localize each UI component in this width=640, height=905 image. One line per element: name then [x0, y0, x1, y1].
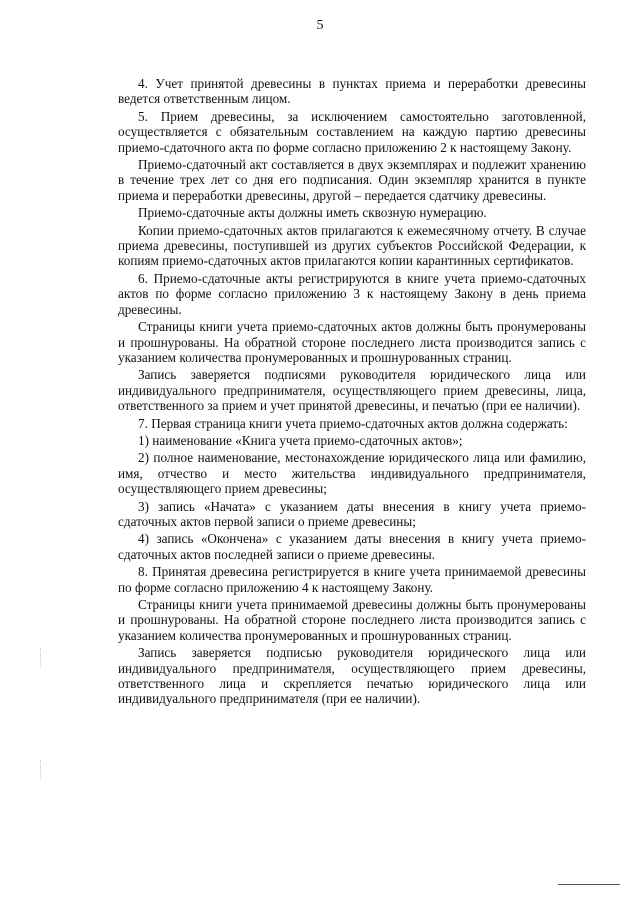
paragraph: Запись заверяется подписью руководителя юридического лица или индивидуального предпринимателя, осуществляющего прием древесины, ответственного лица и скрепляется печатью юридического лица или индивидуального предпринимателя (при ее наличии). — [118, 645, 586, 707]
paragraph: 6. Приемо-сдаточные акты регистрируются в книге учета приемо-сдаточных актов по форме согласно приложению 3 к настоящему Закону в день приема древесины. — [118, 270, 586, 317]
page-number: 5 — [316, 18, 324, 33]
paragraph: Приемо-сдаточный акт составляется в двух экземплярах и подлежит хранению в течение трех лет со дня его подписания. Один экземпляр хранится в пункте приема и переработки древесины, другой – передается сдатчику древесины. — [118, 157, 586, 203]
list-item: 2) полное наименование, местонахождение юридического лица или фамилию, имя, отчество и место жительства индивидуального предпринимателя, осуществляющего прием древесины; — [118, 450, 586, 497]
paragraph: Страницы книги учета приемо-сдаточных актов должны быть пронумерованы и прошнурованы. На обратной стороне последнего листа производится запись с указанием количества пронумерованных и прошнурованных страниц. — [118, 319, 586, 365]
document-body — [118, 76, 586, 709]
paragraph: Приемо-сдаточные акты должны иметь сквозную нумерацию. — [138, 205, 487, 221]
scan-margin-mark — [40, 648, 71, 668]
paragraph: Копии приемо-сдаточных актов прилагаются к ежемесячному отчету. В случае приема древесины, поступившей из других субъектов Российской Федерации, к копиям приемо-сдаточных актов прилагаются копии карантинных сертификатов. — [118, 222, 586, 269]
list-item: 1) наименование «Книга учета приемо-сдаточных актов»; — [138, 432, 463, 448]
paragraph: 8. Принятая древесина регистрируется в книге учета принимаемой древесины по форме согласно приложению 4 к настоящему Закону. — [118, 564, 586, 595]
list-item: 3) запись «Начата» с указанием даты внесения в книгу учета приемо-сдаточных актов первой записи о приеме древесины; — [118, 498, 586, 529]
paragraph: Страницы книги учета принимаемой древесины должны быть пронумерованы и прошнурованы. На обратной стороне последнего листа производится запись с указанием количества пронумерованных и прошнурованных страниц. — [118, 597, 586, 643]
paragraph: 7. Первая страница книги учета приемо-сдаточных актов должна содержать: — [138, 415, 568, 431]
scan-margin-mark — [40, 760, 71, 780]
paragraph: 5. Прием древесины, за исключением самостоятельно заготовленной, осуществляется с обязательным составлением на каждую партию древесины приемо-сдаточного акта по форме согласно приложению 2 к настоящему Закону. — [118, 108, 586, 155]
paragraph: 4. Учет принятой древесины в пунктах приема и переработки древесины ведется ответственным лицом. — [118, 76, 586, 107]
footer-line — [558, 884, 620, 885]
list-item: 4) запись «Окончена» с указанием даты внесения в книгу учета приемо-сдаточных актов последней записи о приеме древесины. — [118, 531, 586, 562]
paragraph: Запись заверяется подписями руководителя юридического лица или индивидуального предпринимателя, осуществляющего прием древесины, лица, ответственного за прием и учет принятой древесины, и печатью (при ее наличии). — [118, 367, 586, 414]
